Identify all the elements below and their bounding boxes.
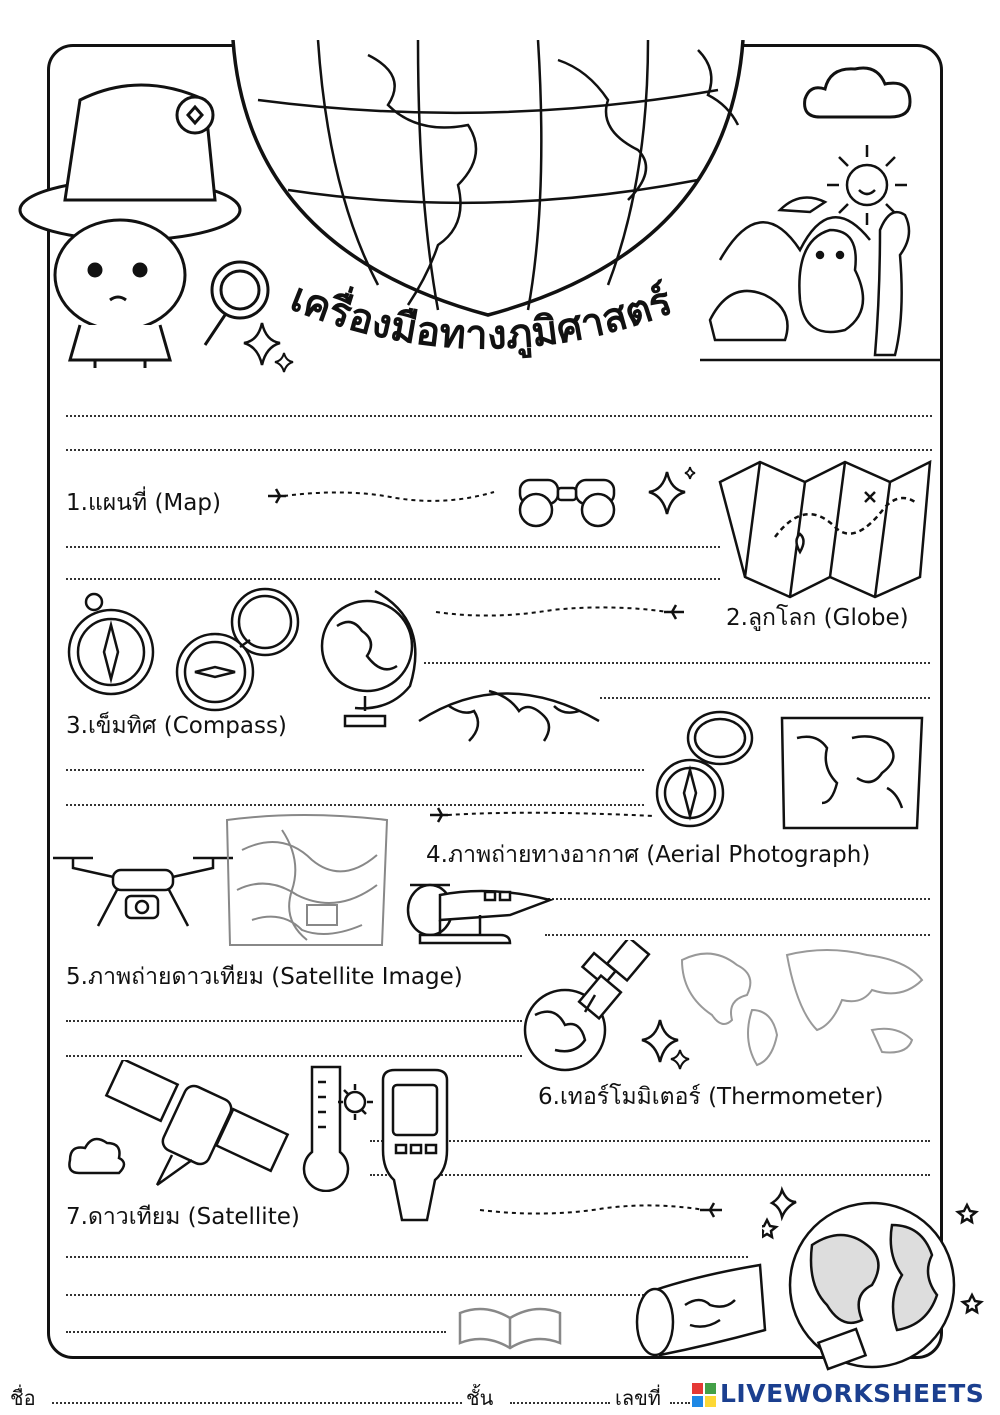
answer-line — [66, 1331, 446, 1333]
dinosaur-icon — [700, 150, 940, 375]
brand-name: LIVEWORKSHEETS — [720, 1379, 985, 1408]
answer-line — [66, 769, 644, 771]
earth-icon — [762, 1185, 987, 1380]
liveworksheets-logo-icon — [692, 1383, 716, 1407]
seaplane-icon — [400, 870, 560, 950]
item-label-map: 1.แผนที่ (Map) — [66, 490, 221, 516]
name-field[interactable] — [52, 1402, 462, 1404]
folded-map-icon — [715, 452, 935, 602]
answer-line — [370, 1140, 930, 1142]
answer-line — [66, 1055, 522, 1057]
thermometer-icon — [300, 1062, 375, 1192]
airplane-icon — [476, 1198, 726, 1222]
binoculars-icon — [512, 470, 622, 530]
answer-line — [370, 1174, 930, 1176]
aerial-photo-icon — [222, 810, 392, 950]
worksheet-title — [278, 268, 738, 378]
answer-line — [545, 898, 930, 900]
answer-line — [66, 578, 720, 580]
answer-line — [66, 1020, 522, 1022]
drone-icon — [48, 848, 238, 933]
gps-device-icon — [378, 1065, 453, 1230]
world-map-icon — [672, 940, 934, 1070]
answer-line — [66, 546, 720, 548]
world-map-icon — [414, 676, 604, 746]
magnifier-icon — [650, 708, 760, 833]
scroll-map-icon — [630, 1260, 770, 1360]
globe-icon — [315, 586, 425, 731]
cloud-icon — [800, 62, 915, 127]
airplane-icon — [428, 804, 658, 826]
world-map-icon — [772, 708, 932, 838]
item-label-globe: 2.ลูกโลก (Globe) — [726, 605, 909, 631]
compass-icon — [160, 582, 300, 712]
airplane-icon — [432, 600, 688, 624]
number-field[interactable] — [670, 1402, 690, 1404]
answer-line — [424, 662, 930, 664]
item-label-aerial: 4.ภาพถ่ายทางอากาศ (Aerial Photograph) — [426, 842, 871, 868]
airplane-icon — [266, 484, 496, 508]
item-label-thermometer: 6.เทอร์โมมิเตอร์ (Thermometer) — [538, 1084, 884, 1110]
answer-line — [66, 415, 932, 417]
svg-text:เครื่องมือทางภูมิศาสตร์: เครื่องมือทางภูมิศาสตร์ — [284, 274, 679, 359]
item-label-satellite-image: 5.ภาพถ่ายดาวเทียม (Satellite Image) — [66, 964, 463, 990]
compass-icon — [64, 590, 159, 702]
class-field[interactable] — [510, 1402, 610, 1404]
answer-line — [66, 1256, 748, 1258]
answer-line — [66, 449, 932, 451]
answer-line — [600, 697, 930, 699]
book-icon — [455, 1298, 565, 1350]
item-label-compass: 3.เข็มทิศ (Compass) — [66, 713, 287, 739]
number-label: เลขที่ — [615, 1386, 661, 1410]
sparkle-icon — [242, 318, 297, 378]
class-label: ชั้น — [466, 1386, 494, 1410]
name-label: ชื่อ — [10, 1386, 36, 1410]
sparkle-icon — [642, 462, 702, 522]
satellite-icon — [515, 940, 655, 1075]
satellite-icon — [62, 1060, 302, 1195]
item-label-satellite: 7.ดาวเทียม (Satellite) — [66, 1204, 300, 1230]
answer-line — [545, 934, 930, 936]
